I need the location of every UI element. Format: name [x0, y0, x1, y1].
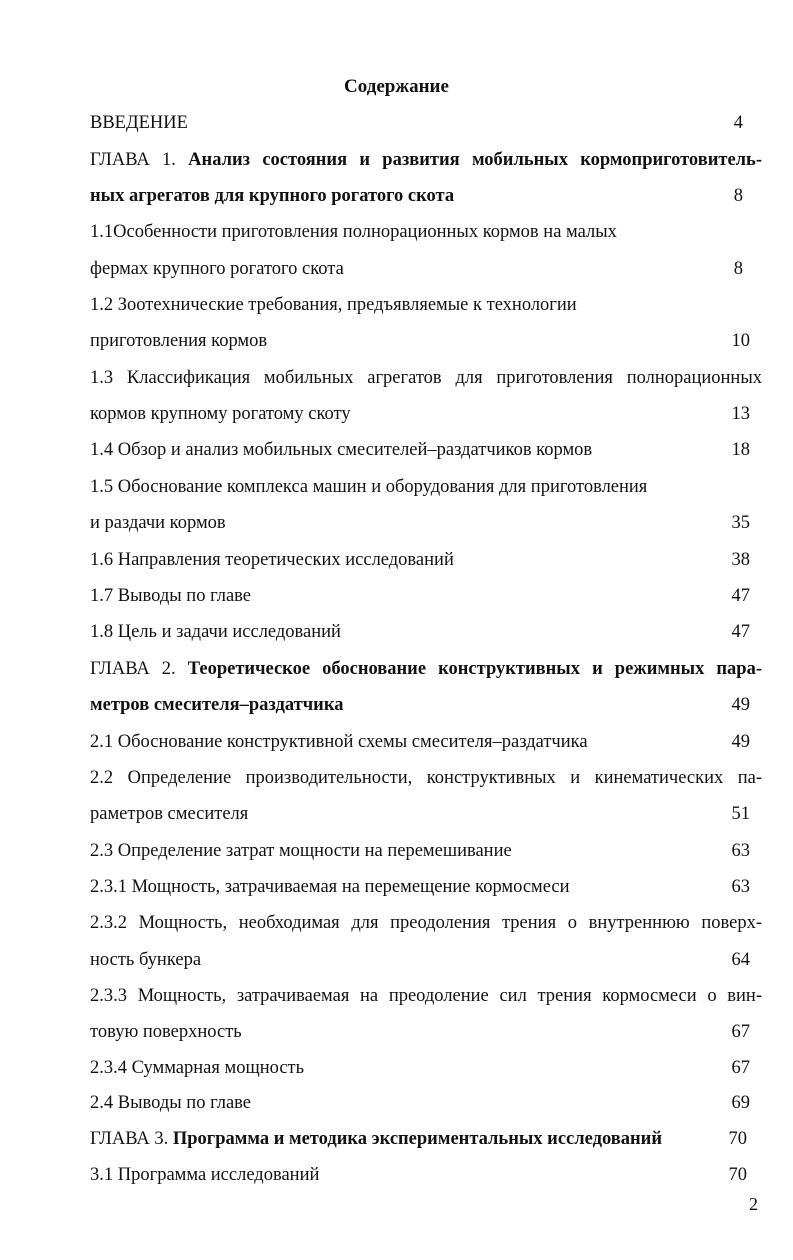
- toc-chapter-1-line1: [90, 147, 762, 173]
- toc-chapter-3: [90, 1126, 662, 1152]
- toc-page-1-6: 38: [731, 550, 750, 570]
- toc-chapter-2-line2: [90, 692, 343, 718]
- toc-entry-1-5-cont: и раздачи кормов: [90, 513, 226, 533]
- page-title: Содержание: [344, 76, 449, 97]
- toc-chapter-2-title-cont: метров смесителя–раздатчика: [90, 695, 344, 715]
- toc-entry-2-3-1: 2.3.1 Мощность, затрачиваемая на перемещение кормосмеси: [90, 877, 570, 897]
- toc-entry-2-3-3-cont: товую поверхность: [90, 1022, 242, 1042]
- toc-page-chapter-2: 49: [731, 695, 750, 715]
- toc-entry-2-3: 2.3 Определение затрат мощности на перемешивание: [90, 841, 512, 861]
- toc-entry-2-3-2: 2.3.2 Мощность, необходимая для преодоления трения о внутреннюю поверх-: [90, 913, 762, 933]
- toc-page-2-4: 69: [731, 1093, 750, 1113]
- toc-page-chapter-3: 70: [728, 1129, 747, 1149]
- toc-chapter-2-title: Теоретическое обоснование конструктивных и режимных пара-: [187, 659, 762, 679]
- toc-entry-1-3-cont: кормов крупному рогатому скоту: [90, 404, 351, 424]
- toc-chapter-2-line1: [90, 656, 762, 682]
- toc-chapter-1-line2: [90, 183, 454, 209]
- toc-chapter-3-prefix: ГЛАВА 3.: [90, 1129, 173, 1149]
- toc-entry-2-2-cont: раметров смесителя: [90, 804, 249, 824]
- toc-entry-2-4: 2.4 Выводы по главе: [90, 1093, 252, 1113]
- toc-chapter-3-title: Программа и методика экспериментальных исследований: [172, 1129, 662, 1149]
- toc-entry-2-2: 2.2 Определение производительности, конструктивных и кинематических па-: [90, 768, 762, 788]
- toc-page-intro: 4: [733, 113, 743, 133]
- toc-page-1-2: 10: [731, 331, 750, 351]
- toc-page-1-8: 47: [731, 622, 750, 642]
- toc-chapter-2-prefix: ГЛАВА 2.: [90, 659, 188, 679]
- toc-chapter-1-title-cont: ных агрегатов для крупного рогатого скота: [90, 186, 455, 206]
- toc-page-2-3-2: 64: [731, 950, 750, 970]
- toc-chapter-1-title: Анализ состояния и развития мобильных кормоприготовитель-: [188, 150, 762, 170]
- toc-page-1-5: 35: [731, 513, 750, 533]
- toc-entry-1-3: 1.3 Классификация мобильных агрегатов для приготовления полнорационных: [90, 368, 762, 388]
- toc-page-2-2: 51: [731, 804, 750, 824]
- toc-page-1-3: 13: [731, 404, 750, 424]
- toc-page-2-1: 49: [731, 732, 750, 752]
- toc-entry-2-1: 2.1 Обоснование конструктивной схемы смесителя–раздатчика: [90, 732, 588, 752]
- toc-entry-1-8: 1.8 Цель и задачи исследований: [90, 622, 341, 642]
- toc-page-1-1: 8: [733, 259, 743, 279]
- toc-chapter-1-prefix: ГЛАВА 1.: [90, 150, 189, 170]
- toc-page-1-4: 18: [731, 440, 750, 460]
- toc-entry-1-5: 1.5 Обоснование комплекса машин и оборудования для приготовления: [90, 477, 648, 497]
- toc-page-chapter-1: 8: [733, 186, 743, 206]
- toc-entry-3-1: 3.1 Программа исследований: [90, 1165, 320, 1185]
- toc-entry-1-6: 1.6 Направления теоретических исследований: [90, 550, 454, 570]
- toc-entry-1-1: 1.1Особенности приготовления полнорационных кормов на малых: [90, 222, 617, 242]
- toc-page-2-3-4: 67: [731, 1058, 750, 1078]
- toc-entry-1-1-cont: фермах крупного рогатого скота: [90, 259, 344, 279]
- toc-page-3-1: 70: [728, 1165, 747, 1185]
- toc-page-1-7: 47: [731, 586, 750, 606]
- toc-entry-intro: ВВЕДЕНИЕ: [90, 113, 188, 133]
- toc-entry-1-7: 1.7 Выводы по главе: [90, 586, 252, 606]
- toc-page-2-3-1: 63: [731, 877, 750, 897]
- toc-entry-1-2-cont: приготовления кормов: [90, 331, 268, 351]
- toc-entry-1-2: 1.2 Зоотехнические требования, предъявляемые к технологии: [90, 295, 577, 315]
- toc-entry-2-3-3: 2.3.3 Мощность, затрачиваемая на преодоление сил трения кормосмеси о вин-: [90, 986, 762, 1006]
- toc-entry-1-4: 1.4 Обзор и анализ мобильных смесителей–раздатчиков кормов: [90, 440, 593, 460]
- toc-entry-2-3-4: 2.3.4 Суммарная мощность: [90, 1058, 305, 1078]
- toc-entry-2-3-2-cont: ность бункера: [90, 950, 202, 970]
- toc-page-2-3-3: 67: [731, 1022, 750, 1042]
- page-number: 2: [749, 1194, 758, 1214]
- toc-page-2-3: 63: [731, 841, 750, 861]
